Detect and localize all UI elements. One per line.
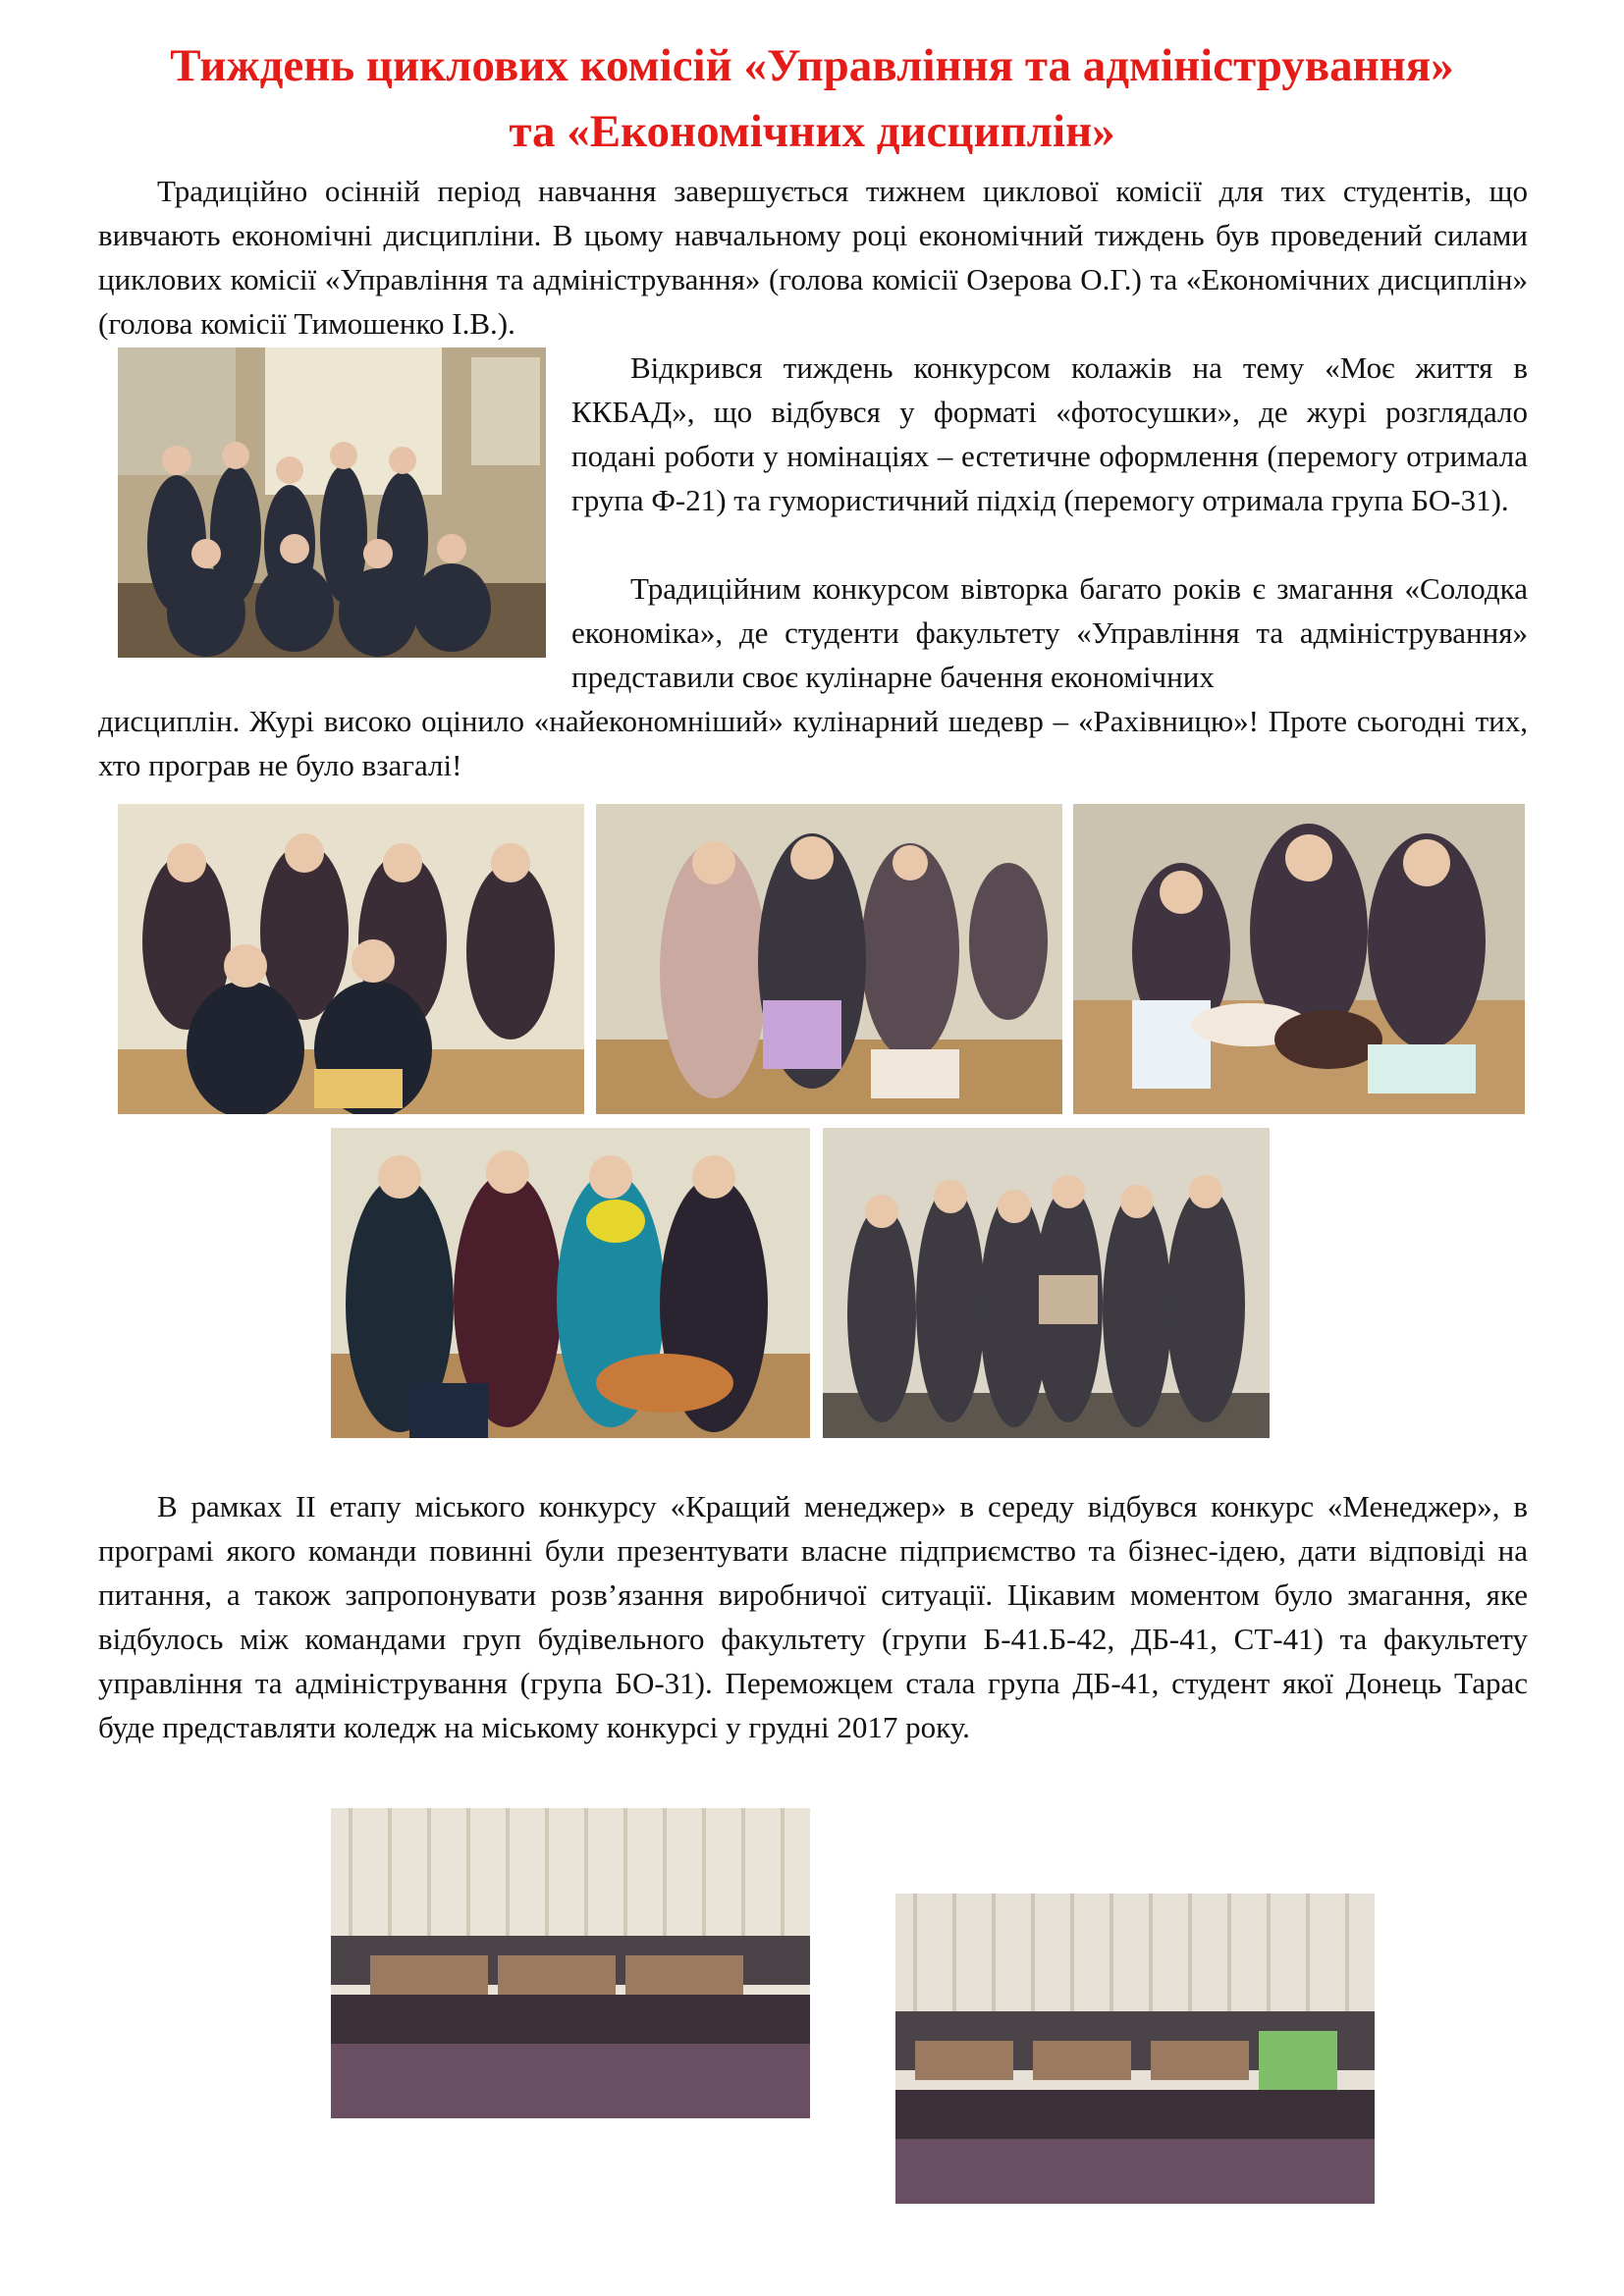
sweet-economics-photo-2 bbox=[596, 804, 1062, 1114]
sweet-economics-photo-5 bbox=[823, 1128, 1270, 1438]
sweet-economics-photo-4 bbox=[331, 1128, 810, 1438]
sweet-economics-photo-3 bbox=[1073, 804, 1525, 1114]
sweet-economics-paragraph: Традиційним конкурсом вівторка багато років є змагання «Солодка економіка», де студенти факультету «Управління та адміністрування» представили своє кулінарне бачення економічних bbox=[571, 571, 1528, 694]
sweet-economics-paragraph-continued: дисциплін. Журі високо оцінило «найекономніший» кулінарний шедевр – «Рахівницю»! Проте сьогодні тих, хто програв не було взагалі! bbox=[98, 704, 1528, 782]
intro-paragraph: Традиційно осінній період навчання завершується тижнем циклової комісії для тих студентів, що вивчають економічні дисципліни. В цьому навчальному році економічний тиждень був проведений силами циклових комісії «Управління та адміністрування» (голова комісії Озерова О.Г.) та «Економічних дисциплін» (голова комісії Тимошенко І.В.). bbox=[98, 174, 1528, 341]
page-title-line-1: Тиждень циклових комісій «Управління та адміністрування» bbox=[170, 40, 1454, 91]
sweet-economics-photo-1 bbox=[118, 804, 584, 1114]
manager-contest-photo-2 bbox=[895, 1894, 1375, 2204]
manager-contest-photo-1 bbox=[331, 1808, 810, 2118]
manager-contest-paragraph: В рамках ІІ етапу міського конкурсу «Кращий менеджер» в середу відбувся конкурс «Менеджер», в програмі якого команди повинні були презентувати власне підприємство та бізнес-ідею, дати відповіді на питання, а також запропонувати розв’язання виробничої ситуації. Цікавим моментом було змагання, яке відбулось між командами груп будівельного факультету (групи Б-41.Б-42, ДБ-41, СТ-41) та факультету управління та адміністрування (група БО-31). Переможцем стала група ДБ-41, студент якої Донець Тарас буде представляти коледж на міському конкурсі у грудні 2017 року. bbox=[98, 1489, 1528, 1744]
group-photo-collage-contest bbox=[118, 347, 546, 658]
collage-contest-paragraph: Відкрився тиждень конкурсом колажів на тему «Моє життя в ККБАД», що відбувся у форматі «фотосушки», де журі розглядало подані роботи у номінаціях – естетичне оформлення (перемогу отримала група Ф-21) та гумористичний підхід (перемогу отримала група БО-31). bbox=[571, 350, 1528, 517]
page-title-line-2: та «Економічних дисциплін» bbox=[509, 106, 1115, 157]
